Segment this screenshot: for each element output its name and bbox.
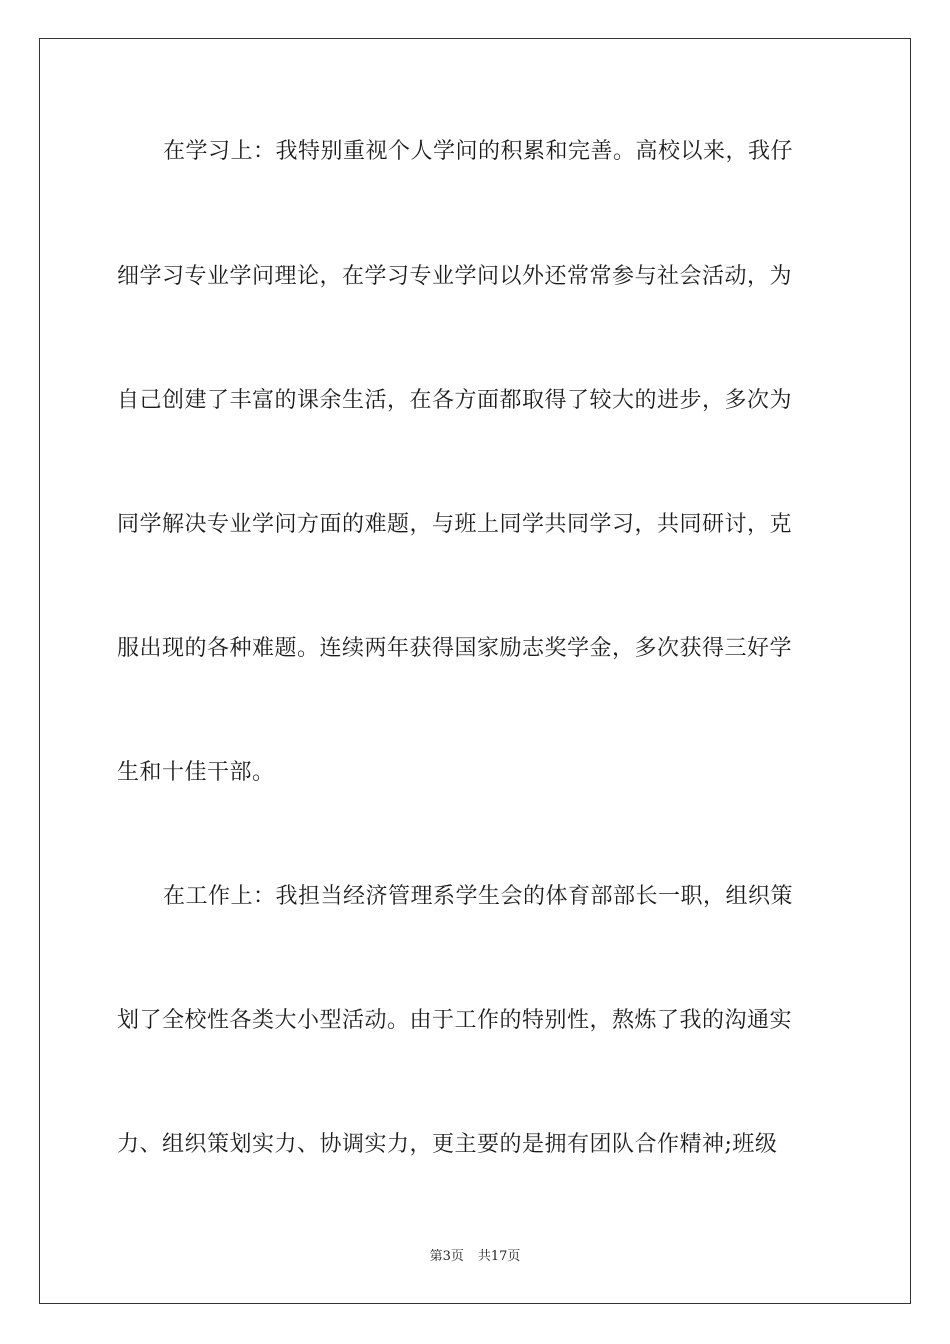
paragraph-line: 力、组织策划实力、协调实力，更主要的是拥有团队合作精神;班级 <box>117 1132 778 1157</box>
page-border <box>39 38 911 1304</box>
paragraph-line: 细学习专业学问理论，在学习专业学问以外还常常参与社会活动，为 <box>117 264 793 289</box>
paragraph-line: 在工作上：我担当经济管理系学生会的体育部部长一职，组织策 <box>163 884 794 909</box>
page-footer <box>0 1248 950 1266</box>
paragraph-line: 划了全校性各类大小型活动。由于工作的特别性，熬炼了我的沟通实 <box>117 1008 793 1033</box>
paragraph-line: 在学习上：我特别重视个人学问的积累和完善。高校以来，我仔 <box>163 139 794 164</box>
page-number: 第3页 <box>429 1249 464 1264</box>
page-total: 共17页 <box>477 1249 521 1264</box>
paragraph-line: 自己创建了丰富的课余生活，在各方面都取得了较大的进步，多次为 <box>117 388 793 413</box>
paragraph-line: 生和十佳干部。 <box>117 760 275 785</box>
paragraph-line: 服出现的各种难题。连续两年获得国家励志奖学金，多次获得三好学 <box>117 636 793 661</box>
paragraph-line: 同学解决专业学问方面的难题，与班上同学共同学习，共同研讨，克 <box>117 512 793 537</box>
